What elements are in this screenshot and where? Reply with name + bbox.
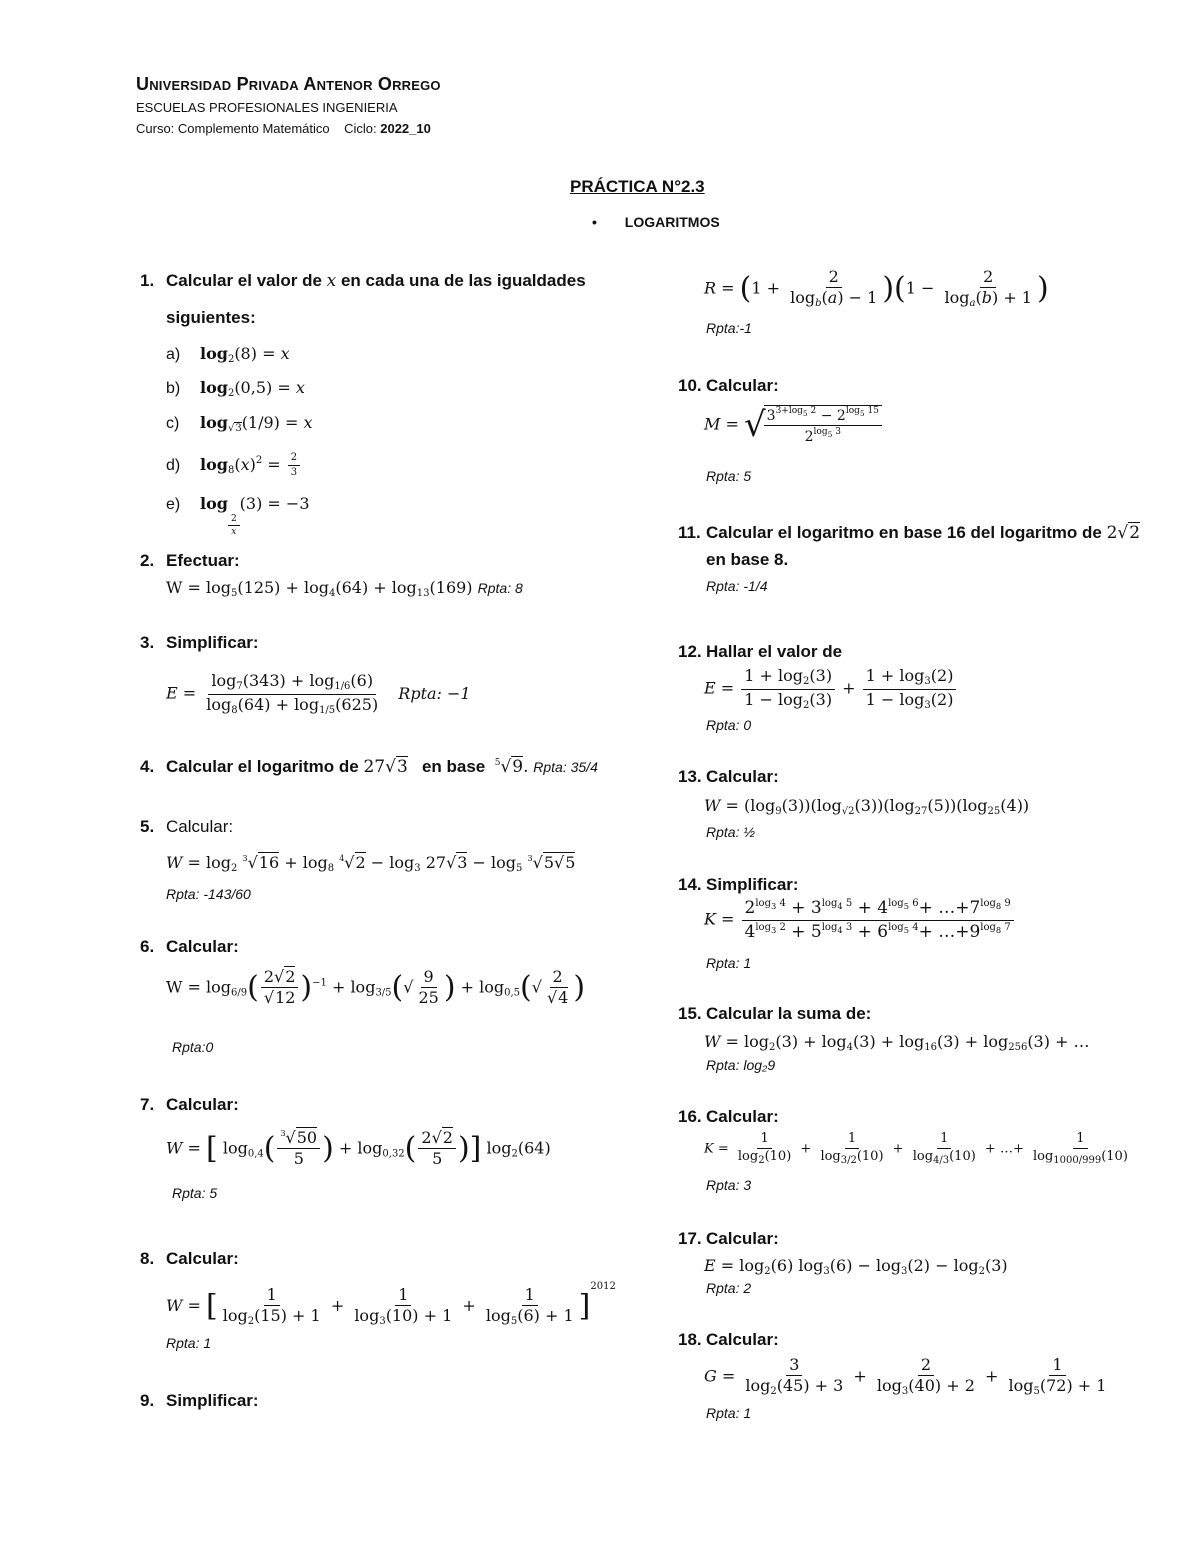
item-label: b): [166, 380, 181, 397]
q1-item-d: d) $\log_8(x)^2$ = $\frac{2}{3}$: [166, 452, 302, 478]
question-text-cont: en cada una de las igualdades: [340, 271, 586, 290]
q17-expression: $E = \log_2(6) \log_3(6) - \log_3(2) - \log_2(3)$: [704, 1256, 1008, 1277]
q5-expression: $W = \log_2 ^3√16 + \log_8 ^4√2 - \log_3 27√3 - \log_5 ^3√5√5$: [166, 853, 576, 874]
question-4: 4. Calcular el logaritmo de 27√3 en base $^5$√9. Rpta: 35/4: [140, 757, 598, 777]
school-name: ESCUELAS PROFESIONALES INGENIERIA: [136, 100, 398, 115]
question-11: 11. Calcular el logaritmo en base 16 del logaritmo de 2√2: [678, 523, 1141, 543]
page-title: PRÁCTICA N°2.3: [570, 177, 705, 196]
topic-bullet: [592, 214, 720, 230]
question-number: 1.: [140, 271, 155, 290]
q10-answer: Rpta: 5: [706, 468, 752, 484]
q1-item-c: c) $\log_{√3}(1/9) = x$: [166, 413, 313, 434]
q16-expression: K = $\frac{1}{\log_2(10)}$ + $\frac{1}{\log_{3/2}(10)}$ + $\frac{1}{\log_{4/3}(10)}$ + …+ $\frac{1}{\log_{1000/999}(10)}$: [704, 1131, 1128, 1166]
q12-expression: E = $\frac{1 + \log_2(3)}{1 - \log_2(3)}$ + $\frac{1 + \log_3(2)}{1 - \log_3(2)}$: [704, 667, 958, 711]
q10-expression: M = √ $\frac{3^{3+log_5 2} - 2^{log_5 15}}{2^{log_5 3}}$: [704, 405, 884, 445]
university-name: Universidad Privada Antenor Orrego: [136, 74, 441, 94]
item-label: a): [166, 346, 181, 363]
question-3: 3. Simplificar:: [140, 633, 259, 652]
question-9: 9. Simplificar:: [140, 1391, 259, 1410]
question-13: 13. Calcular:: [678, 767, 779, 786]
answer: Rpta: 8: [477, 580, 523, 596]
question-16: 16. Calcular:: [678, 1107, 779, 1126]
item-label: c): [166, 415, 180, 432]
exponent: 2012: [590, 1281, 616, 1292]
q6-expression: $W = \log_{6/9}$( $\frac{2√2}{√12}$ )$^{-1} + \log_{3/5}(√$ $\frac{9}{25}$ ) + $\log_{0,5}(√$ $\frac{2}{√4}$ ): [166, 967, 586, 1008]
q7-expression: W = [ $\log_{0,4}$( $\frac{^3√50}{5}$ ) + $\log_{0,32}$( $\frac{2√2}{5}$ )] $\log_2(64)$: [166, 1128, 551, 1169]
question-2: 2. Efectuar:: [140, 551, 240, 570]
q1-item-a: a) $\log_2(8) = x$: [166, 344, 290, 365]
q13-expression: $W = (\log_9(3))(\log_{√2}(3))(\log_{27}(5))(\log_{25}(4))$: [704, 796, 1030, 817]
q16-answer: Rpta: 3: [706, 1177, 752, 1193]
question-6: 6. Calcular:: [140, 937, 239, 956]
q1-item-e: e) log $\frac{2}{x}$ (3) = −3: [166, 494, 310, 538]
question-12: 12. Hallar el valor de: [678, 642, 843, 661]
item-label: d): [166, 456, 181, 474]
q9-expression: R = (1 + $\frac{2}{\log_b(a) - 1}$ )(1 − $\frac{2}{\log_a(b) + 1}$ ): [704, 267, 1049, 310]
item-label: e): [166, 496, 181, 513]
q3-expression: E = $\frac{\log_7(343) + \log_{1/6}(6)}{\log_8(64) + \log_{1/5}(625)}$ Rpta: −1: [166, 671, 471, 716]
question-11-cont: en base 8.: [706, 550, 789, 569]
question-8: 8. Calcular:: [140, 1249, 239, 1268]
q2-expression: $W = \log_5(125) + \log_4(64) + \log_{13}(169)$ Rpta: 8: [166, 578, 523, 599]
question-10: 10. Calcular:: [678, 376, 779, 395]
q8-expression: W = [ $\frac{1}{\log_2(15) + 1}$ + $\frac{1}{\log_3(10) + 1}$ + $\frac{1}{\log_5(6) + 1}$ ]$^{2012}$: [166, 1281, 616, 1327]
course-label: Curso: Complemento Matemático: [136, 121, 330, 136]
q18-expression: G = $\frac{3}{\log_2(45) + 3}$ + $\frac{2}{\log_3(40) + 2}$ + $\frac{1}{\log_5(72) + 1}$: [704, 1355, 1107, 1398]
q8-answer: Rpta: 1: [166, 1335, 212, 1351]
bullet-icon: •: [592, 214, 597, 230]
question-15: 15. Calcular la suma de:: [678, 1004, 872, 1023]
q5-answer: Rpta: -143/60: [166, 886, 251, 902]
cycle-label: Ciclo:: [344, 121, 377, 136]
q11-answer: Rpta: -1/4: [706, 578, 768, 594]
answer: Rpta: −1: [398, 683, 471, 703]
variable-x: x: [326, 271, 337, 291]
question-17: 17. Calcular:: [678, 1229, 779, 1248]
q7-answer: Rpta: 5: [172, 1185, 218, 1201]
q18-answer: Rpta: 1: [706, 1405, 752, 1421]
topic-label: LOGARITMOS: [624, 214, 720, 230]
question-1: [140, 271, 586, 291]
question-1-cont: siguientes:: [166, 308, 256, 327]
q17-answer: Rpta: 2: [706, 1280, 752, 1296]
question-14: 14. Simplificar:: [678, 875, 799, 894]
course-line: [136, 121, 431, 136]
q15-answer: Rpta: log₂9: [706, 1057, 776, 1073]
cycle-value: 2022_10: [380, 121, 431, 136]
q9-answer: Rpta:-1: [706, 320, 752, 336]
answer: Rpta: 35/4: [533, 759, 598, 775]
question-5: 5. Calcular:: [140, 817, 234, 836]
q14-expression: K = $\frac{2^{log_3 4} + 3^{log_4 5} + 4^{log_5 6}+ \dots+7^{log_8 9}}{4^{log_3 2} + 5^{log_4 3} + 6^{log_5 4}+ \dots+9^{log_8 7}}$: [704, 898, 1016, 942]
question-text: Calcular el valor de: [166, 271, 322, 290]
q14-answer: Rpta: 1: [706, 955, 752, 971]
q13-answer: Rpta: ½: [706, 824, 756, 840]
question-18: 18. Calcular:: [678, 1330, 779, 1349]
q12-answer: Rpta: 0: [706, 717, 752, 733]
question-7: 7. Calcular:: [140, 1095, 239, 1114]
q1-item-b: b) $\log_2(0,5) = x$: [166, 378, 305, 399]
q6-answer: Rpta:0: [172, 1039, 214, 1055]
q15-expression: $W = \log_2(3) + \log_4(3) + \log_{16}(3) + \log_{256}(3)$ + …: [704, 1032, 1090, 1053]
